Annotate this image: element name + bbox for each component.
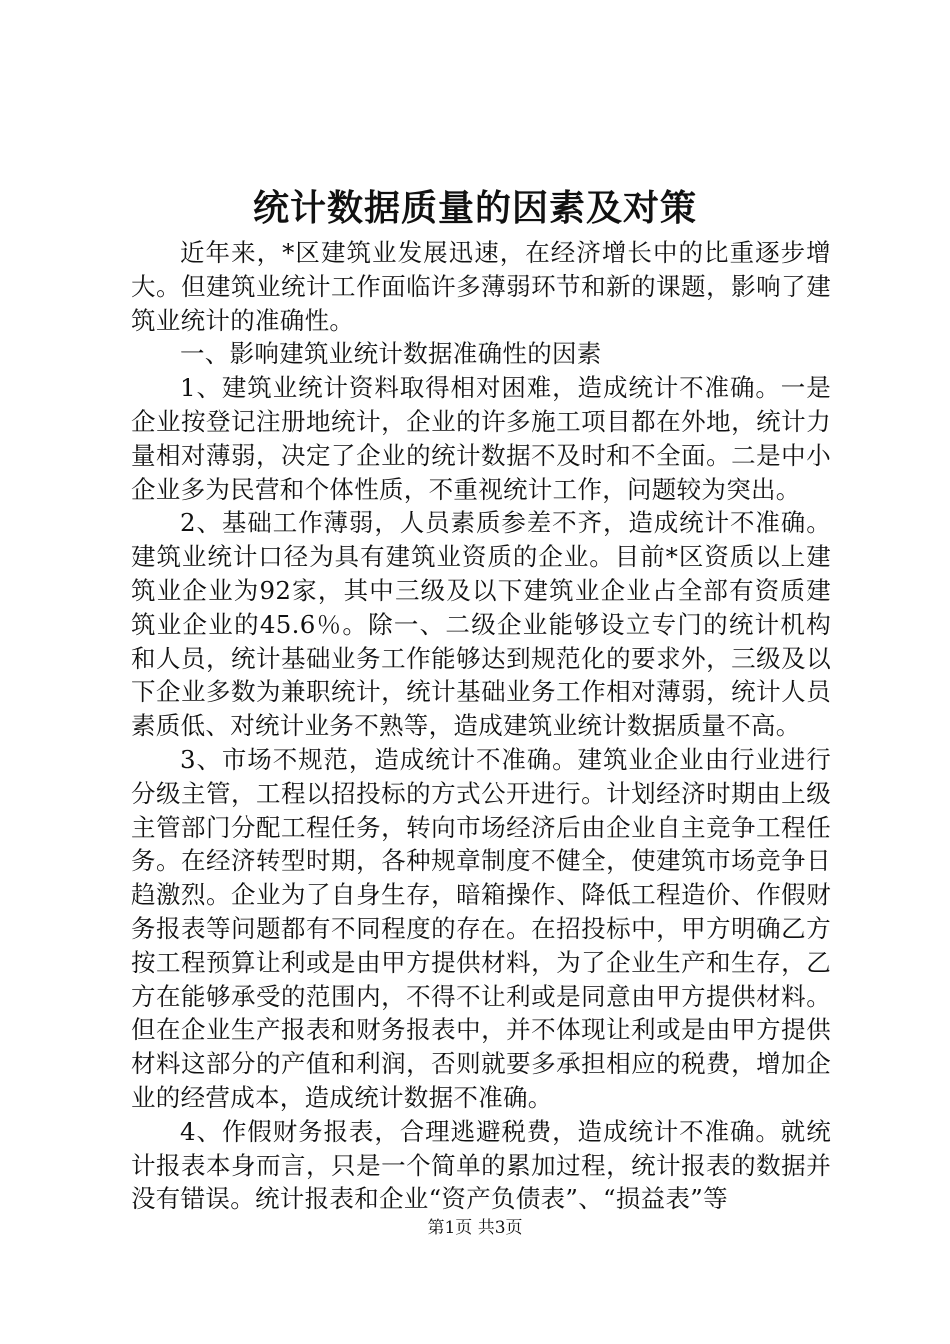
section-heading-factors: 一、影响建筑业统计数据准确性的因素: [180, 339, 602, 369]
paragraph-intro: 近年来，*区建筑业发展迅速，在经济增长中的比重逐步增大。但建筑业统计工作面临许多薄弱环节和新的课题，影响了建筑业统计的准确性。: [131, 238, 831, 335]
page-footer: 第1页 共3页: [427, 1218, 523, 1238]
paragraph-factor-2: 2、基础工作薄弱，人员素质参差不齐，造成统计不准确。建筑业统计口径为具有建筑业资质的企业。目前*区资质以上建筑业企业为92家，其中三级及以下建筑业企业占全部有资质建筑业企业的45.6％。除一、二级企业能够设立专门的统计机构和人员，统计基础业务工作能够达到规范化的要求外，三级及以下企业多数为兼职统计，统计基础业务工作相对薄弱，统计人员素质低、对统计业务不熟等，造成建筑业统计数据质量不高。: [131, 508, 831, 741]
paragraph-factor-4: 4、作假财务报表，合理逃避税费，造成统计不准确。就统计报表本身而言，只是一个简单的累加过程，统计报表的数据并没有错误。统计报表和企业“资产负债表”、“损益表”等: [131, 1116, 831, 1214]
paragraph-factor-1: 1、建筑业统计资料取得相对困难，造成统计不准确。一是企业按登记注册地统计，企业的许多施工项目都在外地，统计力量相对薄弱，决定了企业的统计数据不及时和不全面。二是中小企业多为民营和个体性质，不重视统计工作，问题较为突出。: [131, 373, 831, 504]
document-title: 统计数据质量的因素及对策: [252, 187, 697, 229]
paragraph-factor-3: 3、市场不规范，造成统计不准确。建筑业企业由行业进行分级主管，工程以招投标的方式公开进行。计划经济时期由上级主管部门分配工程任务，转向市场经济后由企业自主竞争工程任务。在经济转型时期，各种规章制度不健全，使建筑市场竞争日趋激烈。企业为了自身生存，暗箱操作、降低工程造价、作假财务报表等问题都有不同程度的存在。在招投标中，甲方明确乙方按工程预算让利或是由甲方提供材料，为了企业生产和生存，乙方在能够承受的范围内，不得不让利或是同意由甲方提供材料。但在企业生产报表和财务报表中，并不体现让利或是由甲方提供材料这部分的产值和利润，否则就要多承担相应的税费，增加企业的经营成本，造成统计数据不准确。: [131, 744, 831, 1112]
document-body: [131, 236, 831, 1216]
